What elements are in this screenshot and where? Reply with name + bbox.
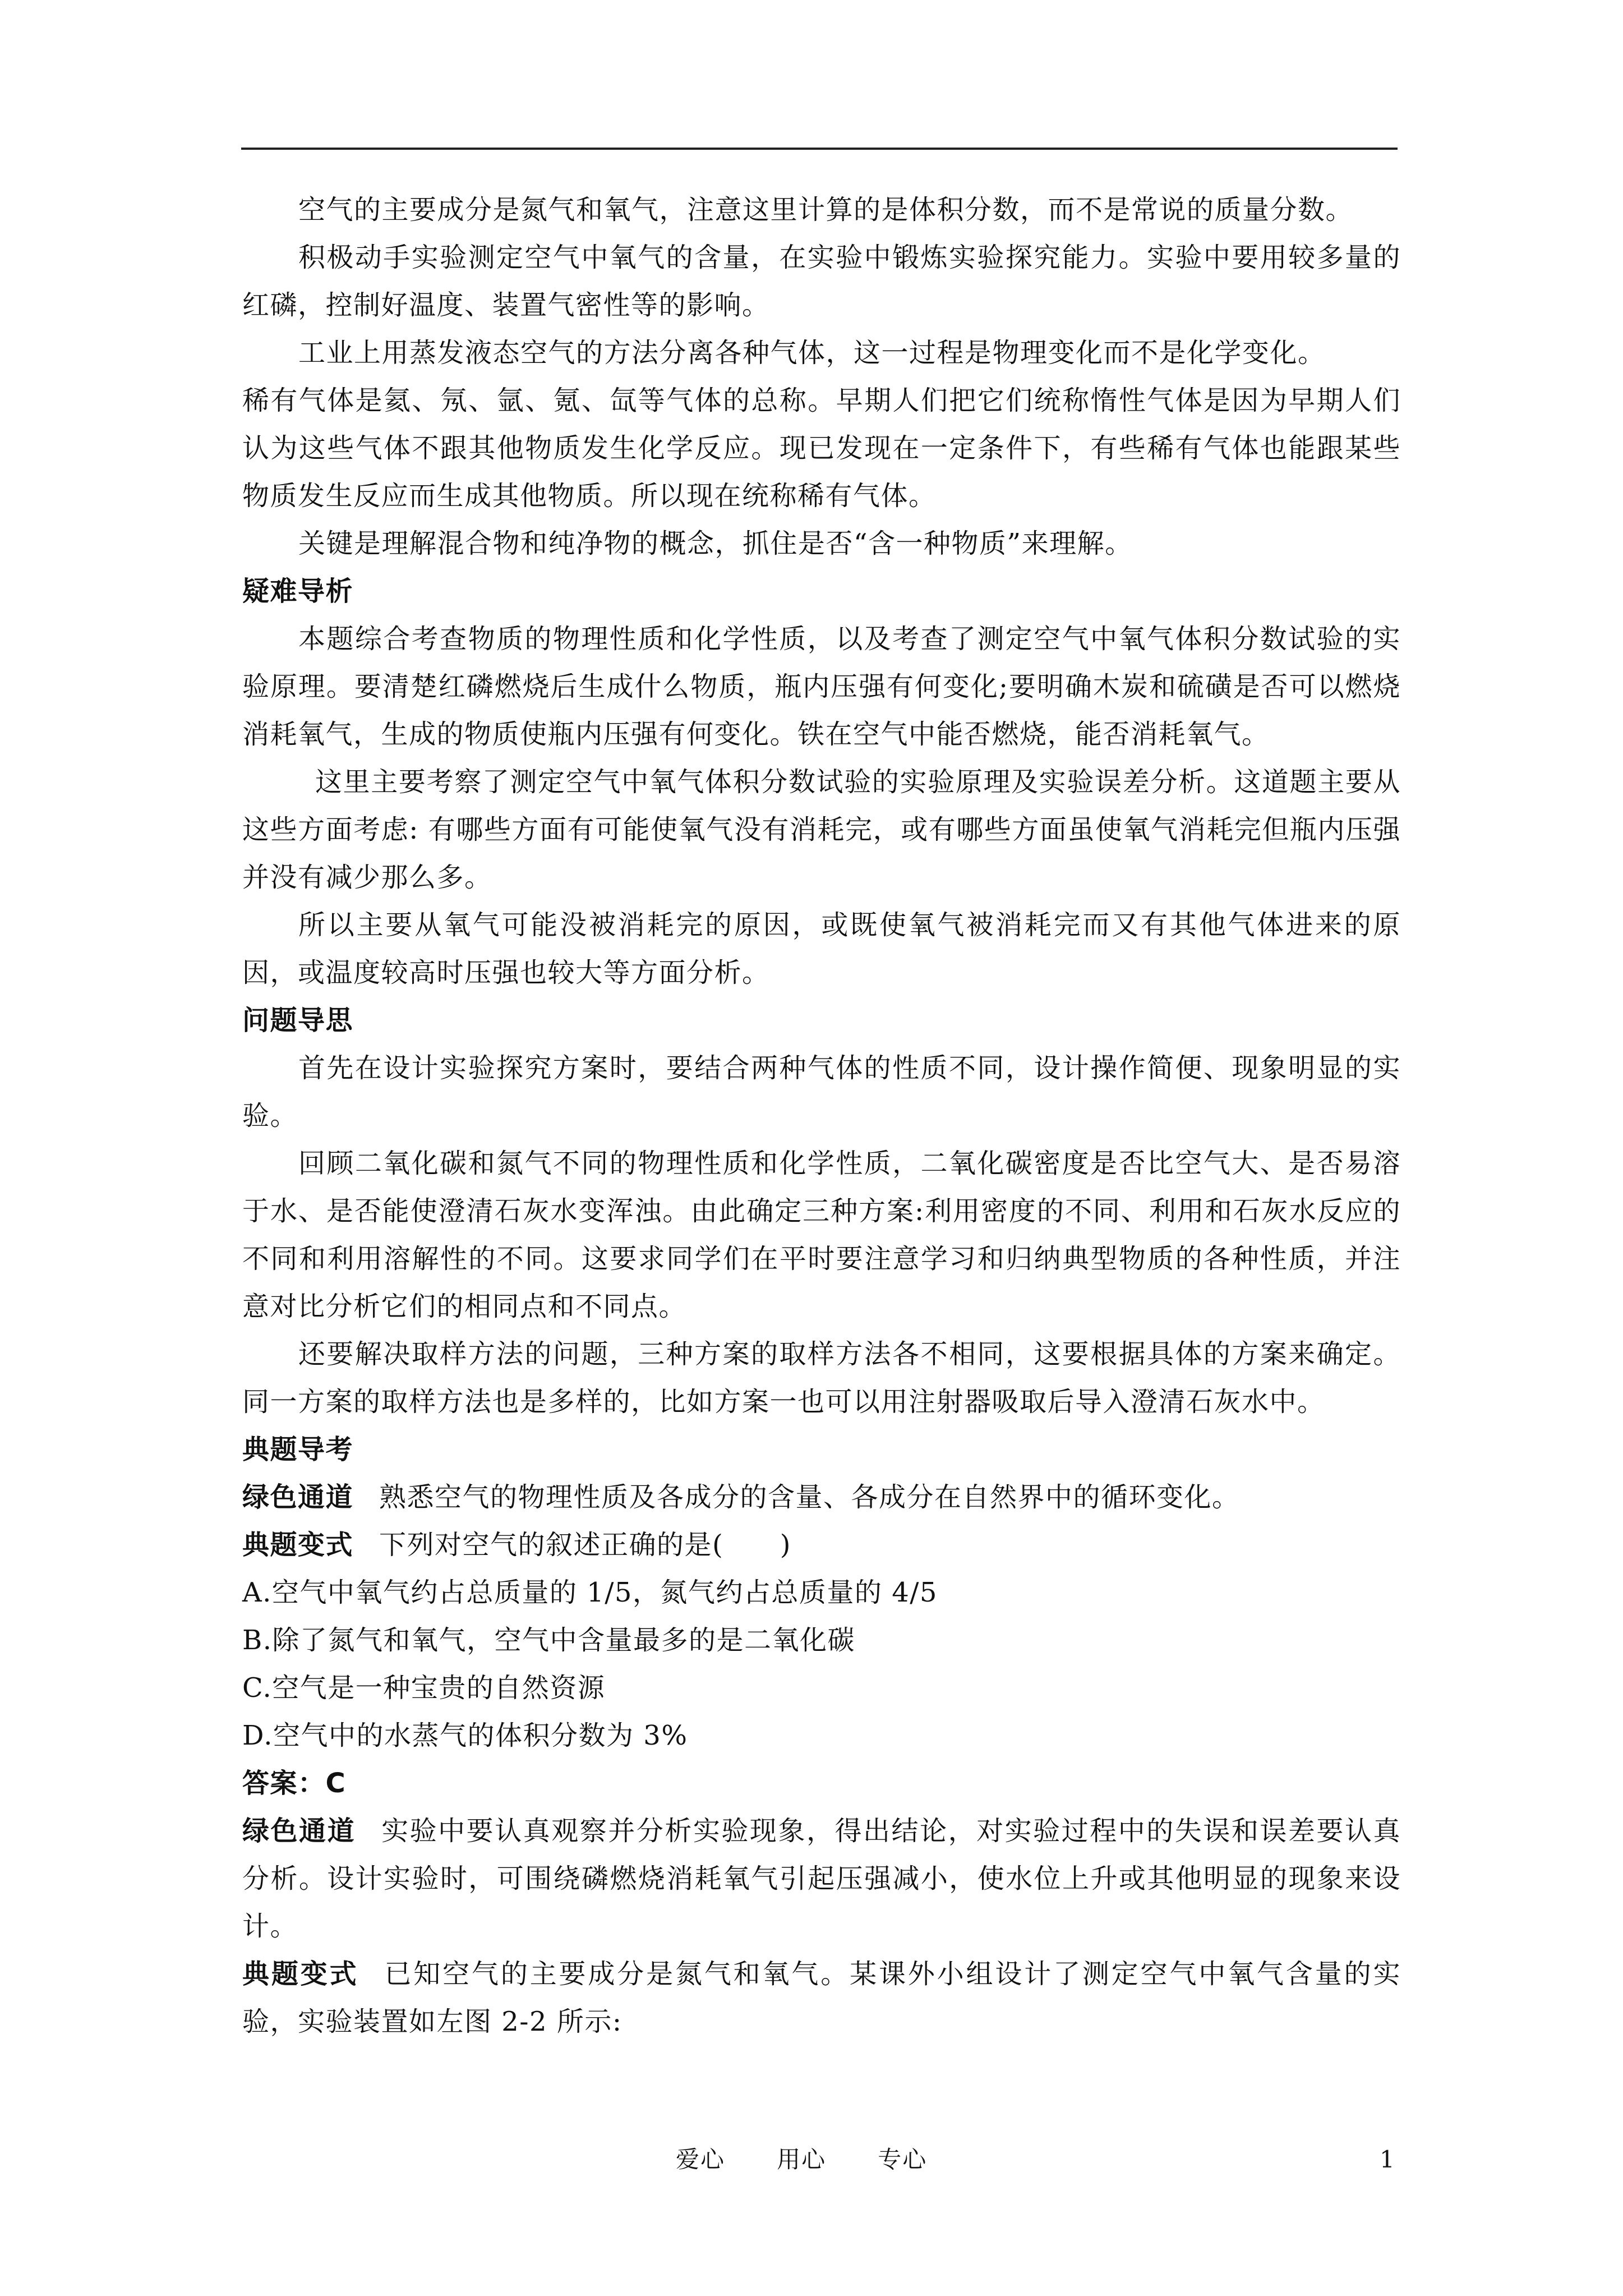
question-stem: 已知空气的主要成分是氮气和氧气。某课外小组设计了测定空气中氧气含量的实验，实验装置如左图 2-2 所示:	[242, 1958, 1401, 2037]
section-heading: 疑难导析	[242, 576, 354, 607]
answer: 答案：C	[242, 1768, 347, 1799]
option-a: A.空气中氧气约占总质量的 1/5，氮气约占总质量的 4/5	[242, 1577, 938, 1608]
paragraph: 空气的主要成分是氮气和氧气，注意这里计算的是体积分数，而不是常说的质量分数。	[298, 194, 1354, 226]
paragraph: 还要解决取样方法的问题，三种方案的取样方法各不相同，这要根据具体的方案来确定。同一方案的取样方法也是多样的，比如方案一也可以用注射器吸取后导入澄清石灰水中。	[242, 1338, 1401, 1418]
section-heading: 问题导思	[242, 1005, 354, 1036]
option-c: C.空气是一种宝贵的自然资源	[242, 1672, 606, 1704]
paragraph: 积极动手实验测定空气中氧气的含量，在实验中锻炼实验探究能力。实验中要用较多量的红磷，控制好温度、装置气密性等的影响。	[242, 242, 1401, 321]
footer-motto: 爱心 用心 专心	[676, 2146, 928, 2173]
question-paragraph	[242, 1521, 1401, 1569]
question-paragraph	[242, 1950, 1401, 2046]
option-b: B.除了氮气和氧气，空气中含量最多的是二氧化碳	[242, 1625, 856, 1656]
paragraph: 稀有气体是氦、氖、氩、氪、氙等气体的总称。早期人们把它们统称惰性气体是因为早期人们认为这些气体不跟其他物质发生化学反应。现已发现在一定条件下，有些稀有气体也能跟某些物质发生反应而生成其他物质。所以现在统称稀有气体。	[242, 385, 1401, 512]
paragraph: 首先在设计实验探究方案时，要结合两种气体的性质不同，设计操作简便、现象明显的实验。	[242, 1052, 1401, 1131]
question-stem: 下列对空气的叙述正确的是( )	[379, 1529, 792, 1561]
document-body	[242, 186, 1401, 2046]
tip-text: 熟悉空气的物理性质及各成分的含量、各成分在自然界中的循环变化。	[379, 1481, 1240, 1513]
paragraph: 回顾二氧化碳和氮气不同的物理性质和化学性质，二氧化碳密度是否比空气大、是否易溶于水、是否能使澄清石灰水变浑浊。由此确定三种方案:利用密度的不同、利用和石灰水反应的不同和利用溶解性的不同。这要求同学们在平时要注意学习和归纳典型物质的各种性质，并注意对比分析它们的相同点和不同点。	[242, 1148, 1401, 1322]
option-d: D.空气中的水蒸气的体积分数为 3%	[242, 1720, 688, 1751]
tip-label: 绿色通道	[242, 1815, 356, 1847]
tip-label: 绿色通道	[242, 1481, 354, 1513]
paragraph: 本题综合考查物质的物理性质和化学性质，以及考查了测定空气中氧气体积分数试验的实验原理。要清楚红磷燃烧后生成什么物质，瓶内压强有何变化;要明确木炭和硫磺是否可以燃烧消耗氧气，生成的物质使瓶内压强有何变化。铁在空气中能否燃烧，能否消耗氧气。	[242, 623, 1401, 750]
section-heading: 典题导考	[242, 1434, 354, 1465]
tip-paragraph	[242, 1807, 1401, 1950]
tip-text: 实验中要认真观察并分析实验现象，得出结论，对实验过程中的失误和误差要认真分析。设计实验时，可围绕磷燃烧消耗氧气引起压强减小，使水位上升或其他明显的现象来设计。	[242, 1815, 1401, 1942]
question-label: 典题变式	[242, 1958, 359, 1990]
paragraph: 工业上用蒸发液态空气的方法分离各种气体，这一过程是物理变化而不是化学变化。	[298, 337, 1326, 369]
page-number: 1	[1380, 2146, 1395, 2173]
paragraph: 这里主要考察了测定空气中氧气体积分数试验的实验原理及实验误差分析。这道题主要从这些方面考虑: 有哪些方面有可能使氧气没有消耗完，或有哪些方面虽使氧气消耗完但瓶内压强并没有减少那么多。	[242, 766, 1401, 893]
tip-paragraph	[242, 1474, 1401, 1521]
header-rule	[241, 148, 1398, 150]
paragraph: 关键是理解混合物和纯净物的概念，抓住是否“含一种物质”来理解。	[298, 528, 1133, 559]
paragraph: 所以主要从氧气可能没被消耗完的原因，或既使氧气被消耗完而又有其他气体进来的原因，或温度较高时压强也较大等方面分析。	[242, 909, 1401, 988]
question-label: 典题变式	[242, 1529, 354, 1561]
page-footer	[0, 2143, 1623, 2177]
